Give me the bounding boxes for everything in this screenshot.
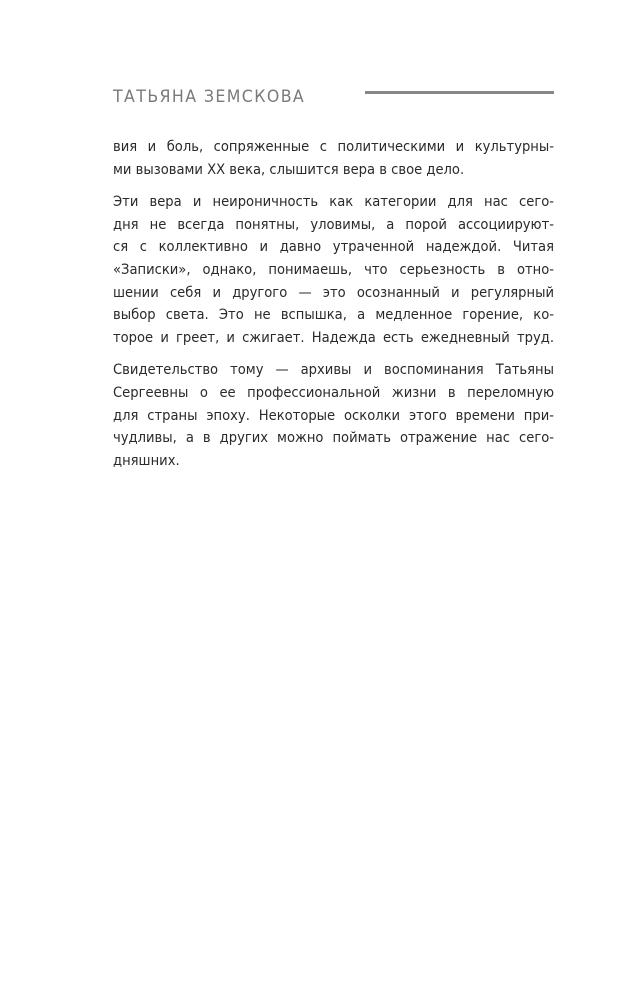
header-rule	[365, 91, 554, 94]
text-line: ми вызовами XX века, слышится вера в свое дело.	[113, 160, 465, 178]
paragraph	[113, 191, 554, 349]
text-line: вия и боль, сопряженные с политическими и культурны-	[113, 138, 554, 155]
text-line: шении себя и другого — это осознанный и регулярный	[113, 283, 554, 301]
running-header	[113, 86, 554, 110]
text-line: ся с коллективно и давно утраченной надеждой. Читая	[113, 238, 554, 256]
text-line: Эти вера и неироничность как категории для нас сего-	[113, 193, 554, 211]
text-line: дняшних.	[113, 451, 180, 469]
body-text	[113, 136, 554, 482]
text-line: дня не всегда понятны, уловимы, а порой ассоциируют-	[113, 215, 554, 233]
text-line: Сергеевны о ее профессиональной жизни в переломную	[113, 383, 554, 401]
text-line: выбор света. Это не вспышка, а медленное горение, ко-	[113, 306, 554, 324]
text-line: торое и греет, и сжигает. Надежда есть ежедневный труд.	[113, 328, 554, 346]
text-line: «Записки», однако, понимаешь, что серьезность в отно-	[113, 260, 554, 278]
running-header-author: ТАТЬЯНА ЗЕМСКОВА	[113, 87, 306, 107]
text-line: Свидетельство тому — архивы и воспоминания Татьяны	[113, 361, 554, 379]
text-line: чудливы, а в других можно поймать отражение нас сего-	[113, 429, 554, 447]
paragraph	[113, 136, 554, 181]
text-line: для страны эпоху. Некоторые осколки этого времени при-	[113, 406, 554, 424]
paragraph	[113, 359, 554, 472]
